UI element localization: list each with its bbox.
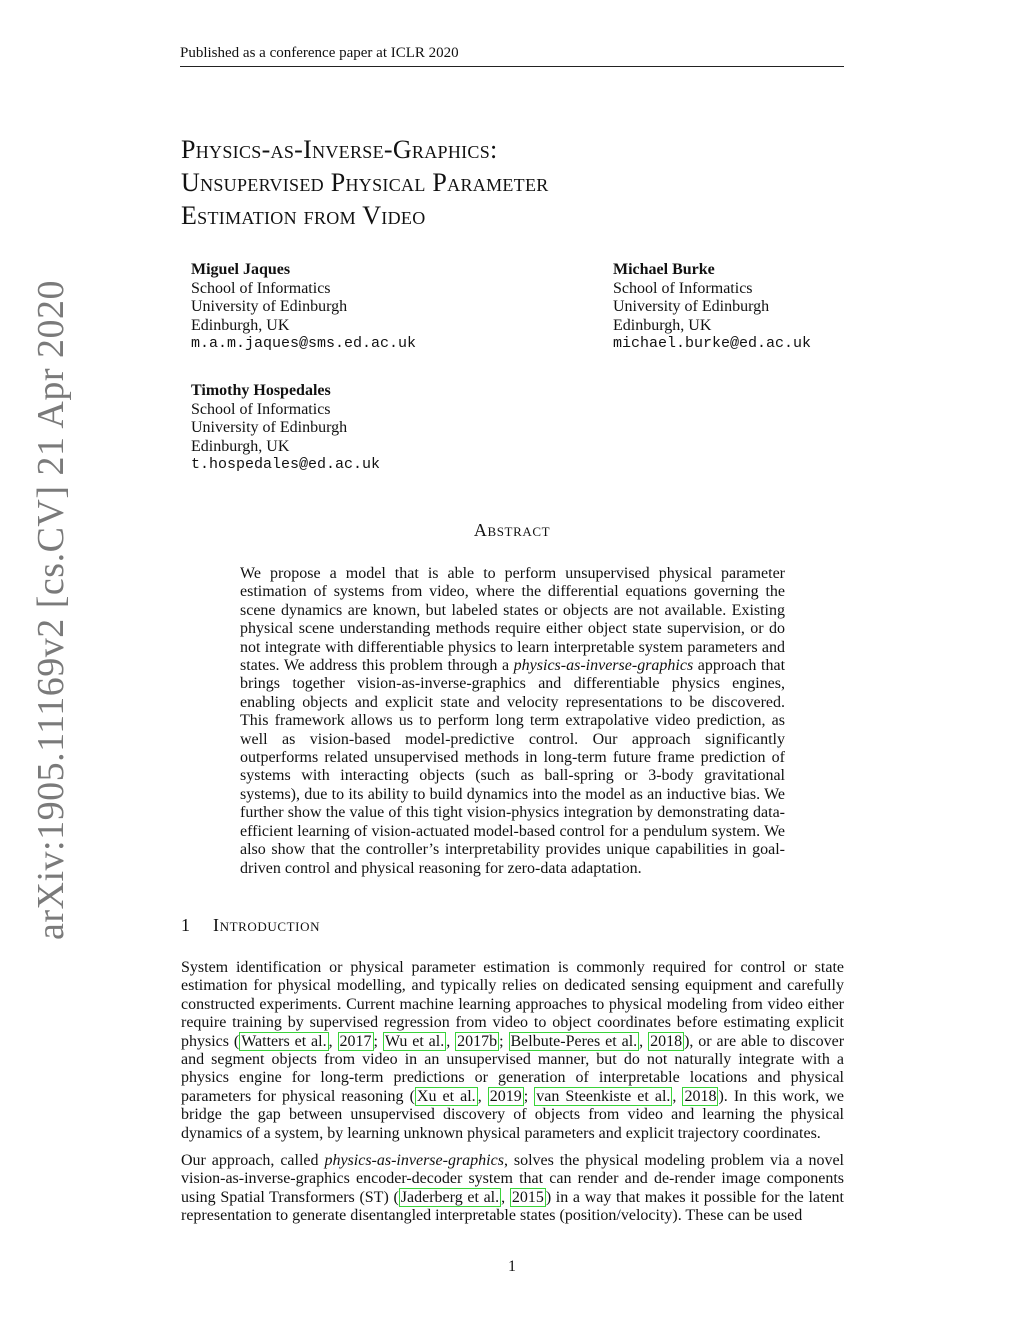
citation-link[interactable]: Wu et al. (384, 1032, 445, 1050)
paragraph-text: , solves the physical modeling problem via a novel vision-as-inverse-graphics encoder-decoder system that can render and de-render image components using Spatial Transformers (ST) ( (181, 1152, 845, 1206)
citation-link[interactable]: Watters et al. (241, 1032, 327, 1050)
author-univ: University of Edinburgh (191, 419, 348, 436)
citation-link[interactable]: Belbute-Peres et al. (510, 1032, 638, 1050)
paragraph-text: System identification or physical parameter estimation is commonly required for control or state estimation for physical modelling, and typically relies on dedicated sensing equipment and carefully constructed experiments. Current machine learning approaches to physical modeling from video either require training by supervised regression from video to object coordinates before estimating explicit physics ( (181, 959, 844, 1050)
citation-sep: ; (523, 1087, 535, 1105)
section-heading (181, 915, 320, 936)
paragraph-emphasis: physics-as-inverse-graphics (324, 1152, 504, 1169)
paragraph-text: Our approach, called (181, 1152, 319, 1169)
author-email[interactable]: michael.burke@ed.ac.uk (613, 335, 812, 352)
citation-link[interactable]: 2017b (457, 1032, 498, 1050)
author-name: Miguel Jaques (191, 261, 291, 278)
abstract-body (240, 565, 785, 878)
author-email[interactable]: t.hospedales@ed.ac.uk (191, 456, 381, 473)
citation-sep: , (672, 1087, 683, 1105)
author-name: Michael Burke (613, 261, 715, 278)
citation-link[interactable]: 2019 (489, 1087, 522, 1105)
abstract-text: approach that brings together vision-as-inverse-graphics and differentiable physics engines, enabling objects and explicit state and velocity representations to be discovered. This framework allows us to perform long term extrapolative video prediction, as well as vision-based model-predictive control. Our approach significantly outperforms related unsupervised methods in long-term future frame prediction of systems with interacting objects (such as ball-spring or 3-body gravitational systems), due to its ability to build dynamics into the model as an inductive bias. We further show the value of this tight vision-physics integration by demonstrating data-efficient learning of vision-actuated model-based control for a pendulum system. We also show that the controller’s interpretability provides unique capabilities in goal-driven control and physical reasoning for zero-data adaptation. (240, 657, 786, 877)
citation-link[interactable]: van Steenkiste et al. (536, 1087, 671, 1105)
title-line-3: Estimation from Video (181, 201, 426, 230)
author-univ: University of Edinburgh (613, 298, 770, 315)
citation-sep: , (477, 1087, 488, 1105)
author-block-1 (191, 261, 416, 354)
page-number: 1 (508, 1258, 516, 1275)
citation-link[interactable]: 2018 (650, 1032, 683, 1050)
author-dept: School of Informatics (191, 279, 331, 297)
paragraph-text: ). In this work, we bridge the gap between unsupervised discovery of objects from video and learning the physical dynamics of a system, by learning unknown physical parameters and explicit trajectory coordinates. (181, 1087, 845, 1142)
citation-sep: ; (499, 1032, 509, 1050)
citation-sep: , (639, 1032, 649, 1050)
paragraph-text: ), or are able to discover and segment objects from video in an unsupervised manner, but do not naturally integrate with a physics engine for long-term predictions or generation of interpretable locations and physical parameters for physical reasoning ( (181, 1032, 845, 1105)
citation-link[interactable]: 2018 (684, 1087, 717, 1105)
citation-link[interactable]: Jaderberg et al. (400, 1188, 500, 1206)
citation-link[interactable]: 2017 (339, 1032, 372, 1050)
author-location: Edinburgh, UK (191, 316, 290, 334)
running-header: Published as a conference paper at ICLR 2020 (180, 44, 844, 67)
arxiv-stamp: arXiv:1905.11169v2 [cs.CV] 21 Apr 2020 (30, 279, 72, 940)
citation-link[interactable]: 2015 (511, 1188, 544, 1206)
citation-sep: , (446, 1032, 456, 1050)
paragraph-text: ) in a way that makes it possible for the latent representation to generate disentangled interpretable states (position/velocity). These can be used (181, 1188, 844, 1225)
abstract-heading: Abstract (473, 520, 551, 540)
author-name: Timothy Hospedales (191, 382, 331, 399)
author-dept: School of Informatics (191, 400, 331, 418)
section-number: 1 (181, 915, 190, 935)
title-line-1: Physics-as-Inverse-Graphics: (181, 135, 498, 164)
author-univ: University of Edinburgh (191, 298, 348, 315)
title-line-2: Unsupervised Physical Parameter (181, 168, 549, 197)
author-dept: School of Informatics (613, 279, 753, 297)
abstract-text: We propose a model that is able to perform unsupervised physical parameter estimation of systems from video, where the differential equations governing the scene dynamics are known, but labeled states or objects are not available. Existing physical scene understanding methods require either object state supervision, or do not integrate with differentiable physics to learn interpretable system parameters and states. We address this problem through a (240, 565, 785, 675)
paper-title (181, 133, 861, 232)
intro-paragraph-1 (181, 959, 844, 1143)
author-block-3 (191, 382, 380, 475)
citation-sep: , (501, 1188, 510, 1206)
citation-sep: ; (373, 1032, 383, 1050)
author-location: Edinburgh, UK (191, 437, 290, 455)
abstract-emphasis: physics-as-inverse-graphics (513, 657, 694, 675)
section-title: Introduction (213, 915, 321, 935)
citation-sep: , (328, 1032, 338, 1050)
author-location: Edinburgh, UK (613, 316, 712, 334)
author-block-2 (613, 261, 811, 354)
author-email[interactable]: m.a.m.jaques@sms.ed.ac.uk (191, 335, 417, 352)
citation-link[interactable]: Xu et al. (416, 1087, 476, 1105)
intro-paragraph-2 (181, 1152, 844, 1226)
